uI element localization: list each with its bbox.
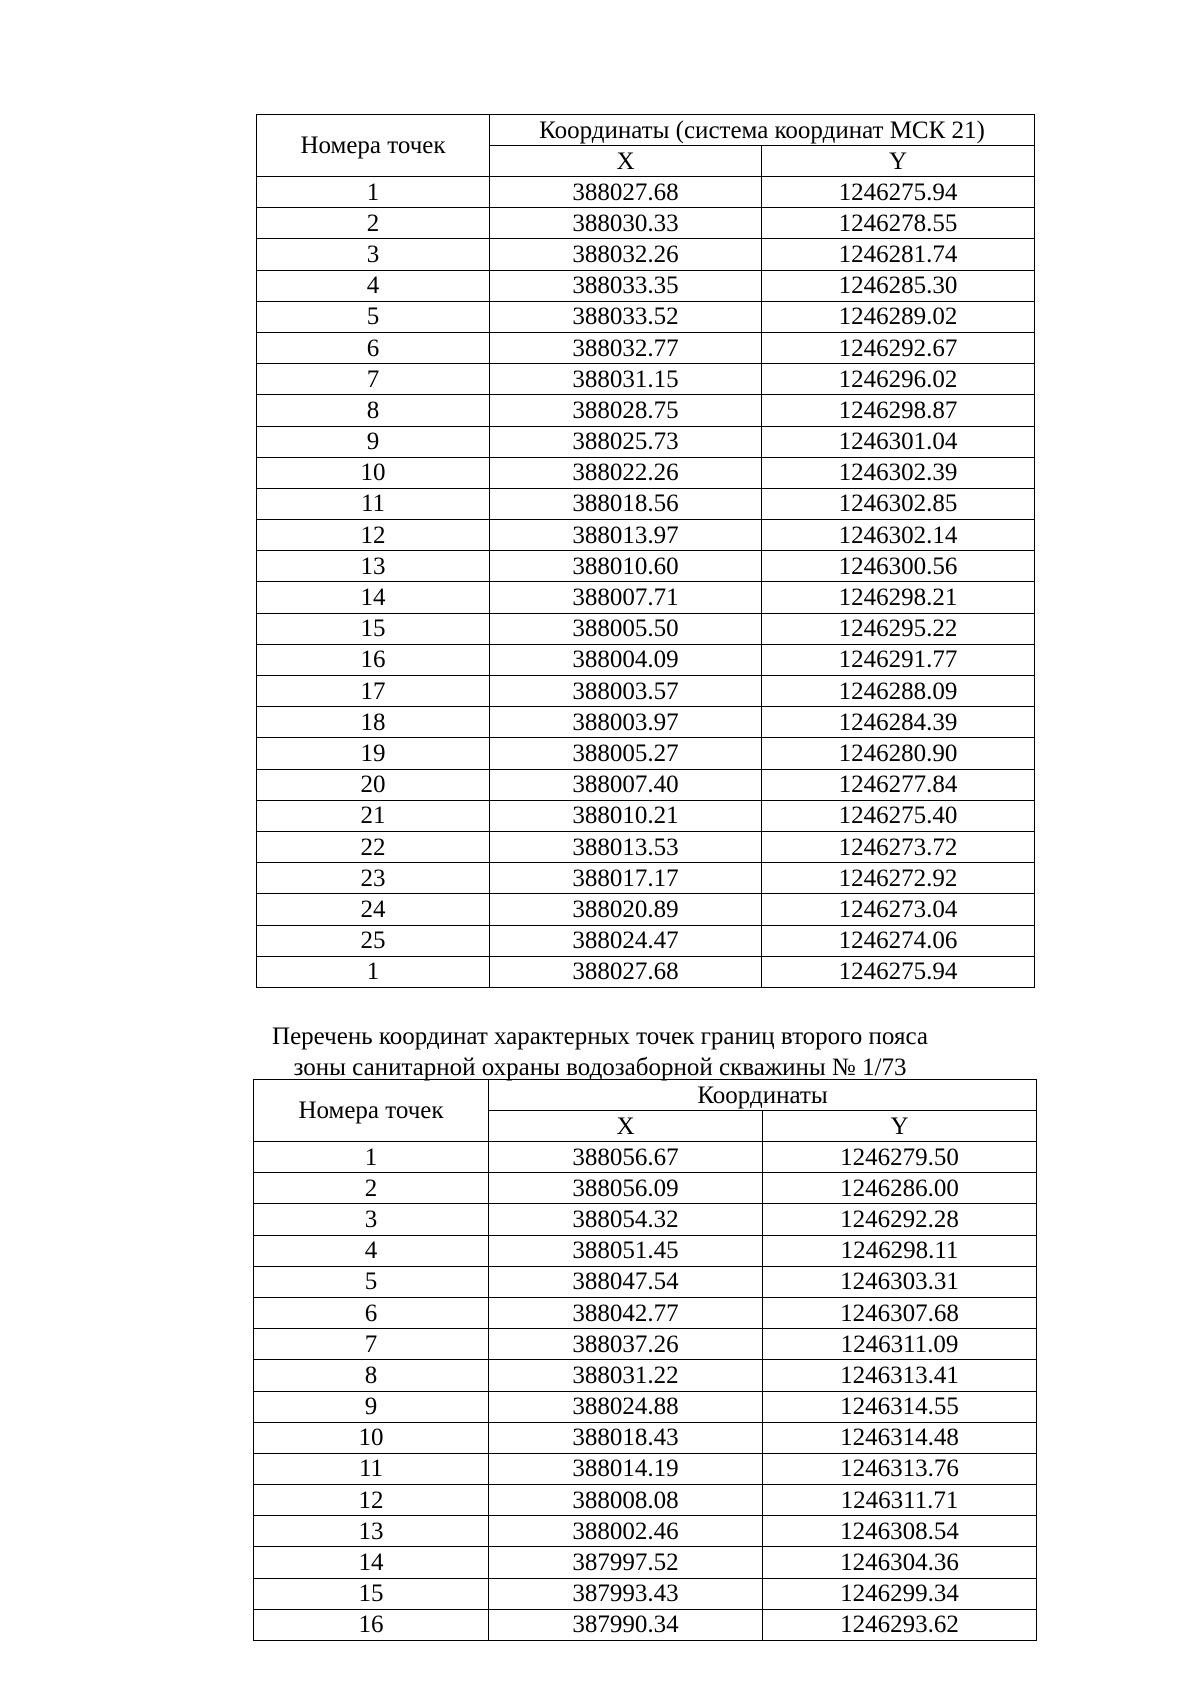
point-number-cell: 1 xyxy=(257,177,490,208)
y-coordinate-cell: 1246286.00 xyxy=(763,1173,1037,1204)
table-row xyxy=(254,1609,1037,1640)
x-coordinate-cell: 387993.43 xyxy=(489,1578,763,1609)
y-coordinate-cell: 1246311.71 xyxy=(763,1485,1037,1516)
x-coordinate-cell: 388028.75 xyxy=(490,395,762,426)
table-row xyxy=(257,769,1035,800)
point-number-cell: 6 xyxy=(257,332,490,363)
point-number-cell: 3 xyxy=(257,239,490,270)
x-coordinate-cell: 388030.33 xyxy=(490,208,762,239)
table-body xyxy=(254,1142,1037,1641)
point-number-cell: 21 xyxy=(257,800,490,831)
y-coordinate-cell: 1246302.85 xyxy=(762,488,1035,519)
y-coordinate-cell: 1246275.94 xyxy=(762,956,1035,987)
table-row xyxy=(257,956,1035,987)
point-number-cell: 1 xyxy=(254,1142,489,1173)
point-number-cell: 22 xyxy=(257,831,490,862)
table-row xyxy=(257,644,1035,675)
table-row xyxy=(254,1204,1037,1235)
y-coordinate-cell: 1246299.34 xyxy=(763,1578,1037,1609)
y-coordinate-cell: 1246313.76 xyxy=(763,1453,1037,1484)
point-number-cell: 17 xyxy=(257,676,490,707)
y-coordinate-cell: 1246285.30 xyxy=(762,270,1035,301)
x-coordinate-cell: 388018.56 xyxy=(490,488,762,519)
table-row xyxy=(257,613,1035,644)
y-coordinate-cell: 1246272.92 xyxy=(762,863,1035,894)
y-coordinate-cell: 1246302.39 xyxy=(762,457,1035,488)
point-number-cell: 8 xyxy=(254,1360,489,1391)
x-coordinate-cell: 388051.45 xyxy=(489,1235,763,1266)
x-coordinate-cell: 388031.15 xyxy=(490,364,762,395)
y-coordinate-cell: 1246298.87 xyxy=(762,395,1035,426)
y-coordinate-cell: 1246293.62 xyxy=(763,1609,1037,1640)
y-coordinate-cell: 1246288.09 xyxy=(762,676,1035,707)
point-number-cell: 7 xyxy=(257,364,490,395)
table-row xyxy=(257,426,1035,457)
table-row xyxy=(257,676,1035,707)
table-row xyxy=(257,270,1035,301)
point-number-cell: 20 xyxy=(257,769,490,800)
x-coordinate-cell: 388027.68 xyxy=(490,956,762,987)
y-coordinate-cell: 1246279.50 xyxy=(763,1142,1037,1173)
header-x: X xyxy=(489,1111,763,1142)
point-number-cell: 15 xyxy=(254,1578,489,1609)
x-coordinate-cell: 388033.52 xyxy=(490,301,762,332)
table-row xyxy=(254,1297,1037,1328)
point-number-cell: 19 xyxy=(257,738,490,769)
y-coordinate-cell: 1246313.41 xyxy=(763,1360,1037,1391)
point-number-cell: 15 xyxy=(257,613,490,644)
table-row xyxy=(257,332,1035,363)
point-number-cell: 7 xyxy=(254,1329,489,1360)
x-coordinate-cell: 388031.22 xyxy=(489,1360,763,1391)
point-number-cell: 2 xyxy=(254,1173,489,1204)
x-coordinate-cell: 388025.73 xyxy=(490,426,762,457)
y-coordinate-cell: 1246284.39 xyxy=(762,707,1035,738)
table-row xyxy=(254,1329,1037,1360)
y-coordinate-cell: 1246302.14 xyxy=(762,520,1035,551)
x-coordinate-cell: 388005.50 xyxy=(490,613,762,644)
x-coordinate-cell: 388007.40 xyxy=(490,769,762,800)
table-row xyxy=(254,1422,1037,1453)
y-coordinate-cell: 1246292.28 xyxy=(763,1204,1037,1235)
x-coordinate-cell: 388003.57 xyxy=(490,676,762,707)
y-coordinate-cell: 1246274.06 xyxy=(762,925,1035,956)
x-coordinate-cell: 388056.09 xyxy=(489,1173,763,1204)
y-coordinate-cell: 1246314.55 xyxy=(763,1391,1037,1422)
x-coordinate-cell: 388017.17 xyxy=(490,863,762,894)
y-coordinate-cell: 1246298.11 xyxy=(763,1235,1037,1266)
coordinates-table-2 xyxy=(253,1079,1037,1641)
point-number-cell: 6 xyxy=(254,1297,489,1328)
x-coordinate-cell: 388047.54 xyxy=(489,1266,763,1297)
point-number-cell: 4 xyxy=(257,270,490,301)
table-row xyxy=(257,863,1035,894)
y-coordinate-cell: 1246303.31 xyxy=(763,1266,1037,1297)
table-row xyxy=(254,1360,1037,1391)
x-coordinate-cell: 388013.97 xyxy=(490,520,762,551)
point-number-cell: 13 xyxy=(257,551,490,582)
y-coordinate-cell: 1246292.67 xyxy=(762,332,1035,363)
point-number-cell: 16 xyxy=(254,1609,489,1640)
table-row xyxy=(257,301,1035,332)
point-number-cell: 16 xyxy=(257,644,490,675)
point-number-cell: 12 xyxy=(257,520,490,551)
point-number-cell: 18 xyxy=(257,707,490,738)
y-coordinate-cell: 1246278.55 xyxy=(762,208,1035,239)
x-coordinate-cell: 388056.67 xyxy=(489,1142,763,1173)
caption-line-1: Перечень координат характерных точек границ второго пояса xyxy=(272,1023,928,1050)
x-coordinate-cell: 388004.09 xyxy=(490,644,762,675)
y-coordinate-cell: 1246281.74 xyxy=(762,239,1035,270)
y-coordinate-cell: 1246275.94 xyxy=(762,177,1035,208)
header-point-numbers: Номера точек xyxy=(254,1080,489,1142)
point-number-cell: 5 xyxy=(254,1266,489,1297)
point-number-cell: 3 xyxy=(254,1204,489,1235)
point-number-cell: 14 xyxy=(257,582,490,613)
y-coordinate-cell: 1246296.02 xyxy=(762,364,1035,395)
point-number-cell: 4 xyxy=(254,1235,489,1266)
point-number-cell: 8 xyxy=(257,395,490,426)
y-coordinate-cell: 1246289.02 xyxy=(762,301,1035,332)
table-row xyxy=(257,582,1035,613)
table-row xyxy=(254,1453,1037,1484)
header-y: Y xyxy=(762,146,1035,177)
table-row xyxy=(257,208,1035,239)
y-coordinate-cell: 1246314.48 xyxy=(763,1422,1037,1453)
y-coordinate-cell: 1246277.84 xyxy=(762,769,1035,800)
header-y: Y xyxy=(763,1111,1037,1142)
table-row xyxy=(254,1547,1037,1578)
table-row xyxy=(257,457,1035,488)
y-coordinate-cell: 1246311.09 xyxy=(763,1329,1037,1360)
table-row xyxy=(257,488,1035,519)
table-row xyxy=(254,1516,1037,1547)
header-coordinates: Координаты (система координат МСК 21) xyxy=(490,115,1035,146)
point-number-cell: 14 xyxy=(254,1547,489,1578)
point-number-cell: 9 xyxy=(254,1391,489,1422)
x-coordinate-cell: 388013.53 xyxy=(490,831,762,862)
x-coordinate-cell: 388024.47 xyxy=(490,925,762,956)
header-x: X xyxy=(490,146,762,177)
y-coordinate-cell: 1246308.54 xyxy=(763,1516,1037,1547)
y-coordinate-cell: 1246298.21 xyxy=(762,582,1035,613)
point-number-cell: 10 xyxy=(254,1422,489,1453)
x-coordinate-cell: 388020.89 xyxy=(490,894,762,925)
x-coordinate-cell: 388008.08 xyxy=(489,1485,763,1516)
table-row xyxy=(257,925,1035,956)
point-number-cell: 11 xyxy=(257,488,490,519)
point-number-cell: 25 xyxy=(257,925,490,956)
x-coordinate-cell: 388003.97 xyxy=(490,707,762,738)
x-coordinate-cell: 387997.52 xyxy=(489,1547,763,1578)
point-number-cell: 9 xyxy=(257,426,490,457)
point-number-cell: 10 xyxy=(257,457,490,488)
x-coordinate-cell: 388032.26 xyxy=(490,239,762,270)
y-coordinate-cell: 1246307.68 xyxy=(763,1297,1037,1328)
y-coordinate-cell: 1246291.77 xyxy=(762,644,1035,675)
table-row xyxy=(257,800,1035,831)
table-row xyxy=(257,239,1035,270)
header-coordinates: Координаты xyxy=(489,1080,1037,1111)
x-coordinate-cell: 388027.68 xyxy=(490,177,762,208)
x-coordinate-cell: 388005.27 xyxy=(490,738,762,769)
x-coordinate-cell: 388033.35 xyxy=(490,270,762,301)
point-number-cell: 1 xyxy=(257,956,490,987)
x-coordinate-cell: 387990.34 xyxy=(489,1609,763,1640)
x-coordinate-cell: 388054.32 xyxy=(489,1204,763,1235)
x-coordinate-cell: 388014.19 xyxy=(489,1453,763,1484)
table-row xyxy=(257,395,1035,426)
point-number-cell: 24 xyxy=(257,894,490,925)
table-row xyxy=(254,1391,1037,1422)
table-row xyxy=(254,1266,1037,1297)
table-row xyxy=(257,707,1035,738)
x-coordinate-cell: 388007.71 xyxy=(490,582,762,613)
x-coordinate-cell: 388037.26 xyxy=(489,1329,763,1360)
table-row xyxy=(257,738,1035,769)
table-row xyxy=(254,1578,1037,1609)
x-coordinate-cell: 388002.46 xyxy=(489,1516,763,1547)
y-coordinate-cell: 1246273.72 xyxy=(762,831,1035,862)
table-row xyxy=(257,831,1035,862)
table-caption xyxy=(200,1021,1000,1083)
coordinates-table-1 xyxy=(256,114,1035,988)
point-number-cell: 13 xyxy=(254,1516,489,1547)
y-coordinate-cell: 1246301.04 xyxy=(762,426,1035,457)
table-row xyxy=(257,364,1035,395)
table-row xyxy=(257,551,1035,582)
y-coordinate-cell: 1246275.40 xyxy=(762,800,1035,831)
x-coordinate-cell: 388018.43 xyxy=(489,1422,763,1453)
point-number-cell: 5 xyxy=(257,301,490,332)
table-row xyxy=(257,520,1035,551)
table-row xyxy=(257,177,1035,208)
point-number-cell: 23 xyxy=(257,863,490,894)
point-number-cell: 11 xyxy=(254,1453,489,1484)
x-coordinate-cell: 388032.77 xyxy=(490,332,762,363)
x-coordinate-cell: 388024.88 xyxy=(489,1391,763,1422)
table-row xyxy=(254,1173,1037,1204)
y-coordinate-cell: 1246300.56 xyxy=(762,551,1035,582)
table-row xyxy=(254,1235,1037,1266)
y-coordinate-cell: 1246295.22 xyxy=(762,613,1035,644)
caption-line-2: зоны санитарной охраны водозаборной скважины № 1/73 xyxy=(293,1054,907,1081)
table-row xyxy=(257,894,1035,925)
y-coordinate-cell: 1246273.04 xyxy=(762,894,1035,925)
x-coordinate-cell: 388010.60 xyxy=(490,551,762,582)
table-body xyxy=(257,177,1035,988)
table-row xyxy=(254,1142,1037,1173)
y-coordinate-cell: 1246280.90 xyxy=(762,738,1035,769)
point-number-cell: 12 xyxy=(254,1485,489,1516)
point-number-cell: 2 xyxy=(257,208,490,239)
table-row xyxy=(254,1485,1037,1516)
x-coordinate-cell: 388022.26 xyxy=(490,457,762,488)
x-coordinate-cell: 388010.21 xyxy=(490,800,762,831)
header-point-numbers: Номера точек xyxy=(257,115,490,177)
x-coordinate-cell: 388042.77 xyxy=(489,1297,763,1328)
y-coordinate-cell: 1246304.36 xyxy=(763,1547,1037,1578)
